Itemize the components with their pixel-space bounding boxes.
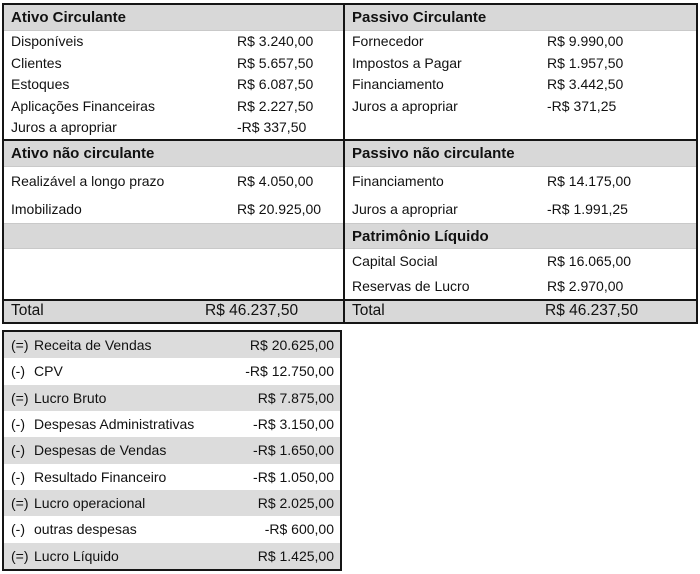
row-operator: (-) xyxy=(11,363,25,380)
row-label: Despesas de Vendas xyxy=(34,442,167,459)
income-row xyxy=(4,411,340,437)
row-label: Realizável a longo prazo xyxy=(11,173,165,189)
section-header-passivo-circulante: Passivo Circulante xyxy=(345,5,696,31)
row-operator: (=) xyxy=(11,547,29,564)
income-row xyxy=(4,437,340,463)
income-row xyxy=(4,543,340,569)
row-value: R$ 1.957,50 xyxy=(547,54,624,71)
row-label: Despesas Administrativas xyxy=(34,416,195,433)
total-value: R$ 46.237,50 xyxy=(205,302,299,319)
ativo-column xyxy=(4,5,345,322)
row-operator: (=) xyxy=(11,389,29,406)
row-operator: (-) xyxy=(11,416,25,433)
row-label: Imobilizado xyxy=(11,201,82,217)
row-value: R$ 7.875,00 xyxy=(257,389,334,406)
passivo-column xyxy=(345,5,696,322)
patrimonio-liquido-items xyxy=(345,249,696,299)
row-value: -R$ 600,00 xyxy=(264,521,334,538)
row-label: outras despesas xyxy=(34,521,137,538)
row-value: R$ 3.240,00 xyxy=(237,33,314,49)
table-row xyxy=(4,117,343,139)
total-value: R$ 46.237,50 xyxy=(545,302,639,319)
table-row xyxy=(345,74,696,96)
table-row xyxy=(4,74,343,96)
row-value: R$ 5.657,50 xyxy=(237,54,314,71)
row-operator: (=) xyxy=(11,495,29,512)
row-label: Aplicações Financeiras xyxy=(11,97,155,114)
table-row xyxy=(345,167,696,195)
row-value: -R$ 1.050,00 xyxy=(253,468,334,485)
row-label: Juros a apropriar xyxy=(352,97,458,114)
table-row xyxy=(4,31,343,53)
table-row xyxy=(4,53,343,75)
row-value: -R$ 1.650,00 xyxy=(253,442,334,459)
row-label: Financiamento xyxy=(352,173,444,189)
passivo-circulante-items xyxy=(345,31,696,139)
row-operator: (-) xyxy=(11,468,25,485)
row-value: R$ 20.625,00 xyxy=(249,337,334,354)
section-header-ativo-circulante: Ativo Circulante xyxy=(4,5,343,31)
row-value: R$ 3.442,50 xyxy=(547,76,624,93)
total-label: Total xyxy=(352,302,385,319)
table-row xyxy=(345,31,696,53)
row-value: R$ 2.025,00 xyxy=(257,495,334,512)
row-label: Financiamento xyxy=(352,76,444,93)
passivo-total-row xyxy=(345,299,696,322)
row-value: -R$ 12.750,00 xyxy=(245,363,334,380)
row-value: R$ 20.925,00 xyxy=(237,201,322,217)
section-header-patrimonio-liquido: Patrimônio Líquido xyxy=(345,223,696,249)
row-label: Fornecedor xyxy=(352,33,424,49)
row-value: R$ 4.050,00 xyxy=(237,173,314,189)
row-operator: (=) xyxy=(11,337,29,354)
row-value: -R$ 337,50 xyxy=(237,119,307,136)
ativo-nao-circulante-items xyxy=(4,167,343,223)
balance-sheet-table xyxy=(2,3,698,324)
income-statement-table xyxy=(2,330,342,571)
row-value: R$ 1.425,00 xyxy=(257,547,334,564)
income-row xyxy=(4,358,340,384)
row-label: Reservas de Lucro xyxy=(352,278,470,294)
row-label: Disponíveis xyxy=(11,33,84,49)
row-label: Clientes xyxy=(11,54,62,71)
ativo-circulante-items xyxy=(4,31,343,139)
row-value: -R$ 1.991,25 xyxy=(547,201,628,217)
row-label: Lucro Bruto xyxy=(34,389,107,406)
row-label: Resultado Financeiro xyxy=(34,468,167,485)
income-row xyxy=(4,464,340,490)
empty-shaded-band xyxy=(4,223,343,249)
row-label: Estoques xyxy=(11,76,70,93)
table-row xyxy=(4,167,343,195)
row-label: Capital Social xyxy=(352,253,438,269)
row-label: Juros a apropriar xyxy=(352,201,458,217)
section-header-ativo-nao-circulante: Ativo não circulante xyxy=(4,139,343,167)
table-row xyxy=(345,53,696,75)
empty-area xyxy=(4,249,343,299)
row-value: -R$ 3.150,00 xyxy=(253,416,334,433)
row-value: R$ 14.175,00 xyxy=(547,173,632,189)
row-label: Receita de Vendas xyxy=(34,337,152,354)
income-row xyxy=(4,516,340,542)
row-value: R$ 6.087,50 xyxy=(237,76,314,93)
ativo-total-row xyxy=(4,299,343,322)
row-operator: (-) xyxy=(11,442,25,459)
table-row xyxy=(345,96,696,118)
table-row xyxy=(4,96,343,118)
table-row xyxy=(345,249,696,274)
row-operator: (-) xyxy=(11,521,25,538)
row-label: Lucro Líquido xyxy=(34,547,119,564)
income-row xyxy=(4,385,340,411)
table-row xyxy=(4,195,343,223)
row-label: Lucro operacional xyxy=(34,495,146,512)
row-label: Impostos a Pagar xyxy=(352,54,462,71)
table-row xyxy=(345,274,696,299)
passivo-nao-circulante-items xyxy=(345,167,696,223)
total-label: Total xyxy=(11,302,44,319)
section-header-passivo-nao-circulante: Passivo não circulante xyxy=(345,139,696,167)
row-label: CPV xyxy=(34,363,63,380)
row-value: R$ 9.990,00 xyxy=(547,33,624,49)
table-row xyxy=(345,195,696,223)
row-value: -R$ 371,25 xyxy=(547,97,617,114)
row-value: R$ 2.227,50 xyxy=(237,97,314,114)
income-row xyxy=(4,332,340,358)
income-row xyxy=(4,490,340,516)
row-label: Juros a apropriar xyxy=(11,119,117,136)
row-value: R$ 2.970,00 xyxy=(547,278,624,294)
row-value: R$ 16.065,00 xyxy=(547,253,632,269)
